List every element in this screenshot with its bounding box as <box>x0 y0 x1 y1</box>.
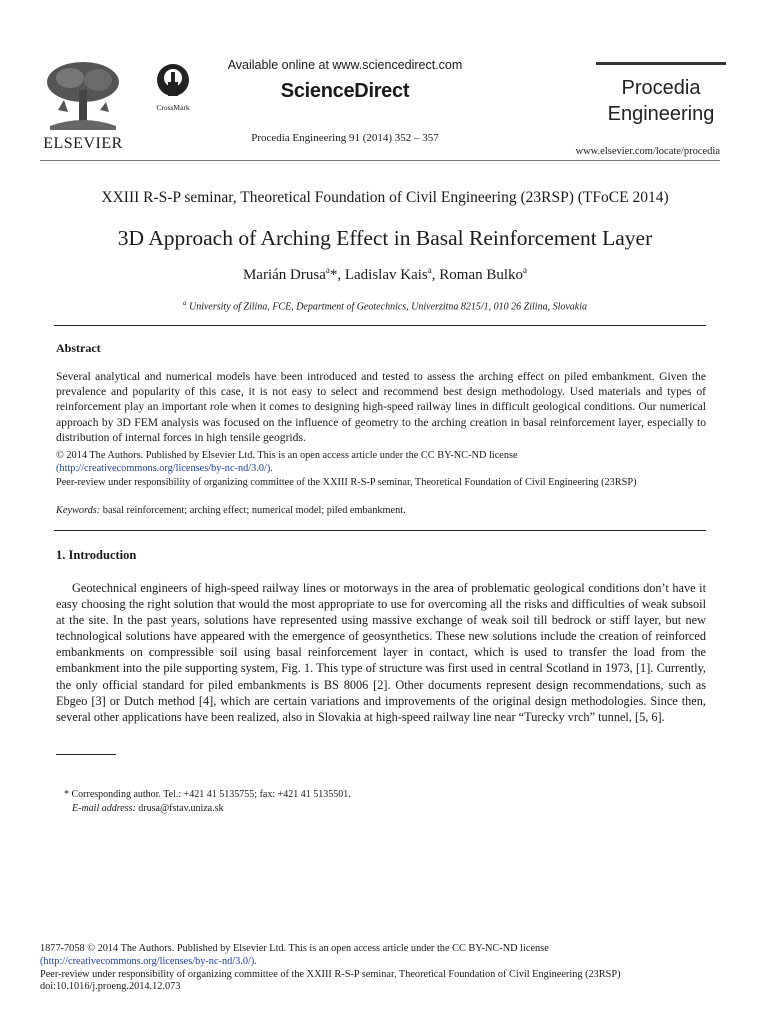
author-affiliation-mark: a <box>523 265 528 275</box>
license-link[interactable]: (http://creativecommons.org/licenses/by-nc-nd/3.0/). <box>56 462 273 474</box>
copyright-text: © 2014 The Authors. Published by Elsevier Ltd. This is an open access article under the CC BY-NC-ND license <box>56 450 518 461</box>
author-affiliation-mark: a <box>325 265 330 275</box>
footer-doi[interactable]: doi:10.1016/j.proeng.2014.12.073 <box>40 981 181 993</box>
abstract-text: Several analytical and numerical models have been introduced and tested to assess the arching effect on piled embankment. Given the prevalence and popularity of this case, it is not easy to select and recommend best design methodology. Used materials and types of reinforcement play an important role when it comes to designing high-speed railway lines in difficult geological conditions. Our numerical approach by 3D FEM analysis was focused on the influence of geometry to the arching creation in basal reinforcement layer, especially to distribution of internal forces in high tensile geogrids. <box>56 370 706 444</box>
email-address[interactable]: drusa@fstav.uniza.sk <box>135 803 224 814</box>
author-separator: , <box>337 267 345 283</box>
available-online-text: Available online at www.sciencedirect.com <box>227 58 463 72</box>
page-footer <box>40 943 740 994</box>
section-heading: 1. Introduction <box>56 548 137 562</box>
footer-peer-review: Peer-review under responsibility of organizing committee of the XXIII R-S-P seminar, Theoretical Foundation of Civil Engineering (23RSP) <box>40 968 621 980</box>
author-separator: , <box>431 267 440 283</box>
elsevier-logo <box>40 60 126 150</box>
abstract-bottom-rule <box>54 530 706 531</box>
journal-title-line2: Engineering <box>607 103 715 125</box>
affiliation-text: University of Zilina, FCE, Department of Geotechnics, Univerzitna 8215/1, 010 26 Zilina, Slovakia <box>188 301 587 313</box>
crossmark-icon <box>155 62 191 98</box>
paper-title: 3D Approach of Arching Effect in Basal Reinforcement Layer <box>117 226 653 250</box>
corresponding-mark: * <box>329 267 338 283</box>
email-note <box>72 803 224 814</box>
journal-url[interactable]: www.elsevier.com/locate/procedia <box>575 146 720 157</box>
affiliation <box>40 299 730 312</box>
header-divider <box>40 160 720 161</box>
author-name: Roman Bulko <box>439 267 524 283</box>
sciencedirect-logo[interactable]: ScienceDirect <box>280 80 410 102</box>
author-affiliation-mark: a <box>427 265 432 275</box>
peer-review-note: Peer-review under responsibility of organizing committee of the XXIII R-S-P seminar, Theoretical Foundation of Civil Engineering (23RSP) <box>56 477 637 488</box>
abstract-heading: Abstract <box>56 341 101 355</box>
email-label: E-mail address: <box>72 803 136 814</box>
author-name: Marián Drusa <box>242 267 326 283</box>
journal-brand <box>596 62 726 139</box>
keywords-label: Keywords: <box>56 505 101 516</box>
journal-reference: Procedia Engineering 91 (2014) 352 – 357 <box>251 132 439 144</box>
elsevier-tree-icon <box>40 60 126 132</box>
footer-license-link[interactable]: (http://creativecommons.org/licenses/by-nc-nd/3.0/). <box>40 955 257 967</box>
crossmark-badge[interactable] <box>150 62 196 112</box>
seminar-name: XXIII R-S-P seminar, Theoretical Foundation of Civil Engineering (23RSP) (TFoCE 2014) <box>101 189 669 206</box>
author-name: Ladislav Kais <box>344 267 428 283</box>
journal-title-line1: Procedia <box>621 77 701 99</box>
author-list <box>40 265 730 284</box>
intro-paragraph: Geotechnical engineers of high-speed railway lines or motorways in the area of problematic geological conditions don’t have it easy choosing the right solution that would the most appropriate to use for overcoming all the risks and difficulties of weak subsoil at the site. In the past years, solutions have represented using massive exchange of weak soil till bedrock or stiff layer, but new technological solutions have appeared with the emergence of geosynthetics. These new solutions include the creation of reinforced embankments on compressible soil using basal reinforcement layer in contact, which is used to transfer the load from the embankment into the pile supporting system, Fig. 1. This type of structure was first used in central Scotland in 1973, [1]. Currently, the only official standard for piled embankments is BS 8006 [2]. Other documents represent design recommendations, such as Ebgeo [3] or Dutch method [4], which are certain variations and improvements of the original design methodologies. Since then, several other applications have been realized, also in Slovakia at high-speed railway line near “Turecky vrch” tunnel, [5, 6]. <box>56 581 706 724</box>
copyright-notice <box>56 450 706 475</box>
publisher-name: ELSEVIER <box>43 135 123 152</box>
footer-issn: 1877-7058 © 2014 The Authors. Published by Elsevier Ltd. This is an open access article under the CC BY-NC-ND license <box>40 943 549 954</box>
corresponding-author-note: * Corresponding author. Tel.: +421 41 5135755; fax: +421 41 5135501. <box>64 789 351 800</box>
keywords-list: basal reinforcement; arching effect; numerical model; piled embankment. <box>100 505 406 516</box>
crossmark-label: CrossMark <box>156 103 190 112</box>
abstract-top-rule <box>54 325 706 326</box>
footnote-rule <box>56 754 116 755</box>
affiliation-mark: a <box>182 299 187 307</box>
keywords <box>56 505 706 516</box>
